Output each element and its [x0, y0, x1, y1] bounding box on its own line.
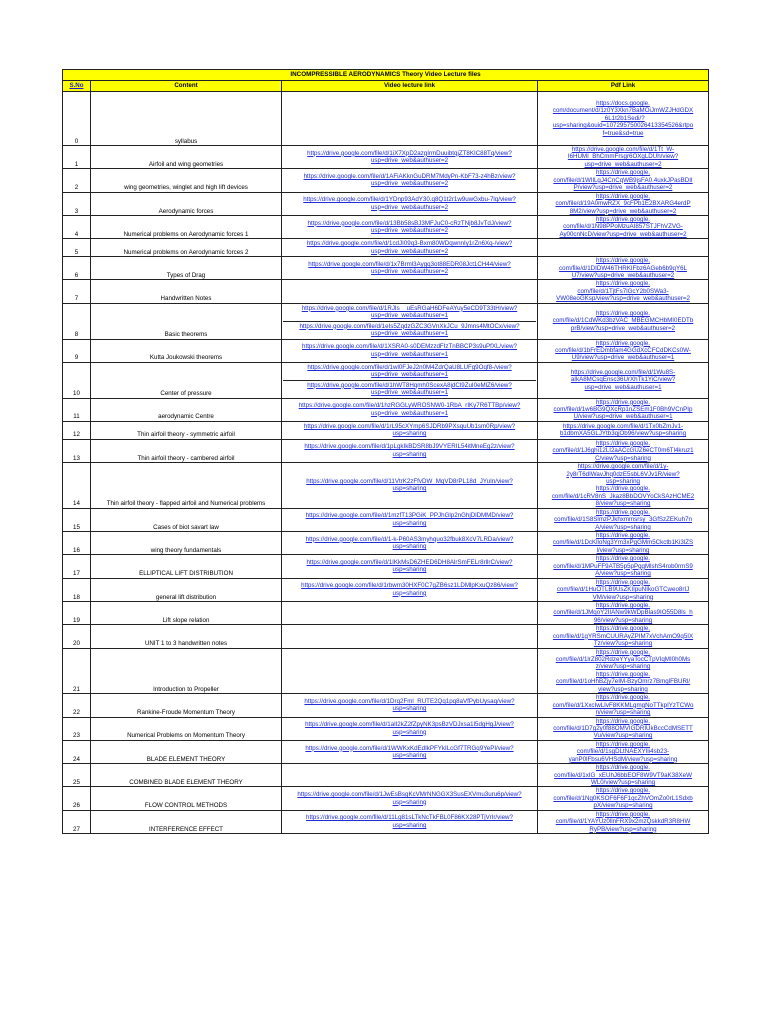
row-number: 12: [63, 421, 91, 439]
video-link[interactable]: https://drive.google.com/file/d/1YDnp93AdY30.q8Q1t2r1w9uwGxbu-7lq/view? usp=drive_web&authuser=2: [303, 196, 516, 211]
row-content: Aerodynamic forces: [91, 192, 282, 215]
row-content: wing theory fundamentals: [91, 532, 282, 555]
video-link-cell: [282, 601, 538, 624]
row-content: Handwritten Notes: [91, 280, 282, 303]
pdf-link-cell: [538, 215, 709, 238]
row-number: 10: [63, 362, 91, 398]
table-row: [63, 257, 709, 280]
row-content: Center of pressure: [91, 362, 282, 398]
header-pdf: Pdf Link: [538, 81, 709, 92]
pdf-link-cell: [538, 717, 709, 740]
pdf-link-cell: [538, 648, 709, 694]
row-content: Introduction to Propeller: [91, 648, 282, 694]
pdf-link[interactable]: https://drive.google. com/file/d/19A0mwRZX_9cFPb1E2BXARG4erdP 8M2/view?usp=drive_web&authuser=2: [555, 192, 691, 215]
pdf-link[interactable]: https://drive.google. com/file/d/1S8SlmzPJkhxmmsrsy_3GfSzZEKuh7n A/view?usp=sharing: [554, 508, 692, 531]
video-link-cell: [282, 421, 538, 439]
video-link[interactable]: https://drive.google.com/file/d/1Drq2Fml_RUTE2Qq1pq8aVfPybUysaq/view? usp=sharing: [304, 697, 515, 713]
row-number: 9: [63, 339, 91, 362]
video-link-cell: [282, 578, 538, 601]
pdf-link[interactable]: https://drive.google.com/file/d/1Wu8S- aIkA8MCsqEnsc36UrXhTk1YiC/view? usp=drive_web&authuser=1: [570, 369, 676, 391]
row-number: 20: [63, 625, 91, 648]
video-link[interactable]: https://drive.google.com/file/d/1x7Brml3Aygq3ot88EDR08Jct1CH44/view? usp=drive_web&authuser=2: [308, 260, 511, 276]
video-link[interactable]: https://drive.google.com/file/d/1eIs5ZqdzGZC3GVnXkJCu_9Jmns4MtOCx/view? usp=drive_web&authuser=1: [299, 322, 520, 338]
table-row: [63, 810, 709, 833]
pdf-link[interactable]: https://drive.google. com/file/d/1gYRSmCUURAyZPIM7xVchAmO9q5IX Tz/view?usp=sharing: [552, 625, 694, 648]
video-link-cell: [282, 398, 538, 421]
row-content: Numerical problems on Aerodynamic forces 2: [91, 239, 282, 257]
video-link-cell: [282, 717, 538, 740]
video-link[interactable]: https://drive.google.com/file/d/11Lg81sLTkNcTkFBL0F86KX28PTjVrIr/view? usp=sharing: [306, 814, 513, 829]
table-row: [63, 601, 709, 624]
table-row: [63, 303, 709, 339]
pdf-link[interactable]: https://drive.google. com/file/d/1CdWKd3bzVAC_MBEGMCHbMI0EDTb prB/view?usp=drive_web&authuser=2: [552, 309, 694, 332]
pdf-link[interactable]: https://drive.google. com/file/d/1TjtFs7lGcY2b0SWa3- VW08eoGKsp/view?usp=drive_web&authuser=2: [556, 280, 690, 303]
video-link[interactable]: https://drive.google.com/file/d/1pLgkIkBDSR8bJ9VYERIL54itMneEg2z/view? usp=sharing: [304, 443, 515, 458]
row-number: 5: [63, 239, 91, 257]
row-content: Numerical Problems on Momentum Theory: [91, 717, 282, 740]
video-link-cell: [282, 555, 538, 578]
row-number: 26: [63, 787, 91, 810]
row-content: Thin airfoil theory - flapped airfoil and Numerical problems: [91, 463, 282, 509]
pdf-link-cell: [538, 239, 709, 257]
row-number: 15: [63, 508, 91, 531]
row-content: Numerical problems on Aerodynamic forces 1: [91, 215, 282, 238]
video-link-cell: [282, 625, 538, 648]
video-link-cell: [282, 146, 538, 169]
video-link[interactable]: https://drive.google.com/file/d/1iX7XpD2azgIrmDuuibtqjZT8KIC88Tq/view? usp=drive_web&authuser=2: [307, 149, 512, 165]
video-link[interactable]: https://drive.google.com/file/d/1WWKxKdEdIkPFYkILcGf7TRGq9YePI/view? usp=sharing: [305, 744, 514, 759]
video-link[interactable]: https://drive.google.com/file/d/1XSRA0-s0DEMzzdFIzTnBBCP3s9uPfXL/view? usp=drive_web&authuser=1: [302, 343, 517, 358]
pdf-link[interactable]: https://drive.google. com/file/d/1D7g2y0f88OMVIGDRIUkBccCdMSETT Vu/view?usp=sharing: [553, 717, 693, 740]
pdf-link-cell: [538, 398, 709, 421]
row-number: 4: [63, 215, 91, 238]
pdf-link-cell: [538, 439, 709, 462]
sheet-title: INCOMPRESSIBLE AERODYNAMICS Theory Video Lecture files: [63, 70, 709, 81]
row-number: 23: [63, 717, 91, 740]
pdf-link[interactable]: https://drive.google. com/file/d/1MPuFF9ATB5p5pPggMlshS4rob0rmS9 A/view?usp=sharing: [553, 555, 693, 578]
pdf-link-cell: [538, 146, 709, 169]
table-row: [63, 508, 709, 531]
video-link-cell: [282, 239, 538, 257]
pdf-link[interactable]: https://drive.google.com/file/d/1y- 2y8rT6dIWavJhq0dzE5sbL6VJv1R/view? usp=sharing https://drive.google. com/file/d/1cRV8nS_Jkaz8BbDOVYoCkSAzHCME2 8/view?usp=sharing: [551, 463, 695, 508]
table-row: [63, 280, 709, 303]
row-number: 0: [63, 92, 91, 146]
row-content: COMBINED BLADE ELEMENT THEORY: [91, 764, 282, 787]
row-content: Basic theorems: [91, 303, 282, 339]
pdf-link-cell: [538, 508, 709, 531]
video-link[interactable]: https://drive.google.com/file/d/1hzRGGLyWROSNW0-1RbA_rIKy7R6TTBp/view? usp=drive_web&authuser=1: [298, 402, 521, 417]
pdf-link-cell: [538, 601, 709, 624]
video-link-cell: [282, 169, 538, 192]
table-row: [63, 787, 709, 810]
pdf-link[interactable]: https://drive.google. com/file/d/1JMqoY2IIANw9kWDpBlas9IO55D8ls_h 96/view?usp=sharing: [553, 601, 693, 624]
header-sno: S.No: [63, 81, 91, 92]
row-content: Thin airfoil theory - symmetric airfoil: [91, 421, 282, 439]
row-content: Cases of biot savart law: [91, 508, 282, 531]
pdf-link-cell: [538, 257, 709, 280]
pdf-link-cell: [538, 303, 709, 339]
row-number: 24: [63, 740, 91, 763]
video-link-cell: [282, 694, 538, 717]
video-link-cell: [282, 92, 538, 146]
row-number: 1: [63, 146, 91, 169]
pdf-link[interactable]: https://drive.google.com/file/d/1Tx0bZmJv1- b1dbmXA5GLJYtb3qjOb96/view?usp=sharing: [559, 422, 687, 438]
row-number: 8: [63, 303, 91, 339]
row-content: general lift distribution: [91, 578, 282, 601]
pdf-link-cell: [538, 362, 709, 398]
row-number: 3: [63, 192, 91, 215]
pdf-link-cell: [538, 625, 709, 648]
row-content: Types of Drag: [91, 257, 282, 280]
video-link[interactable]: https://drive.google.com/file/d/1JwEsBsgKcVMrNNGGX3SusEXVmu3uru6p/view? usp=sharing: [297, 791, 522, 806]
table-row: [63, 192, 709, 215]
pdf-link[interactable]: https://drive.google. com/file/d/1DcKlloNg3Ym3xPgGMm5Ckctb1Ki3lZS l/view?usp=sharing: [552, 532, 694, 554]
video-link-cell: [282, 463, 538, 509]
row-number: 27: [63, 810, 91, 833]
pdf-link-cell: [538, 532, 709, 555]
pdf-link[interactable]: https://drive.google. com/file/d/1XxcIwLIvF8KKMLgmgNoTTkpIYzTCWo n/view?usp=sharing: [552, 694, 694, 717]
pdf-link[interactable]: https://drive.google. com/file/d/1DIDW46THRKIFbz6AGeb6b9qY6L U7/view?usp=drive_web&authuser=2: [559, 257, 687, 279]
row-content: UNIT 1 to 3 handwritten notes: [91, 625, 282, 648]
pdf-link-cell: [538, 555, 709, 578]
table-row: [63, 532, 709, 555]
pdf-link[interactable]: https://drive.google. com/file/d/1bFrEDmbfam4GGdXcCFCdDKCs0W- U9/view?usp=drive_web&authuser=1: [555, 339, 691, 362]
pdf-link-cell: [538, 787, 709, 810]
pdf-link-cell: [538, 280, 709, 303]
row-content: Lift slope relation: [91, 601, 282, 624]
table-row: [63, 239, 709, 257]
table-row: [63, 717, 709, 740]
row-content: Thin airfoil theory - cambered airfoil: [91, 439, 282, 462]
video-link[interactable]: https://drive.google.com/file/d/11VtrK2zFfvDW_MqVD8rPL18d_JYuIn/view? usp=sharing: [306, 477, 513, 493]
row-content: BLADE ELEMENT THEORY: [91, 740, 282, 763]
table-row: [63, 740, 709, 763]
row-number: 11: [63, 398, 91, 421]
table-row: [63, 694, 709, 717]
row-content: ELLIPTICAL LIFT DISTRIBUTION: [91, 555, 282, 578]
pdf-link-cell: [538, 764, 709, 787]
video-link-cell: [282, 215, 538, 238]
video-link-cell: [282, 339, 538, 362]
video-link-cell: [282, 810, 538, 833]
video-link[interactable]: https://drive.google.com/file/d/1rbwm30HXF0C7gZB6sz1LDMlpKxuQz86/view? usp=sharing: [301, 582, 518, 597]
row-number: 2: [63, 169, 91, 192]
video-link[interactable]: https://drive.google.com/file/d/1wl0FJeJ2n0M4ZdrQaU8LUFg9Oqf8-/view? usp=drive_web&authuser=1: [283, 363, 536, 381]
pdf-link[interactable]: https://drive.google.com/file/d/1Tt_W- I6HUMI_BhCmmFrsgr6OXgLDUh/view? usp=drive_web&authuser=2: [567, 146, 679, 168]
video-link-cell: [282, 764, 538, 787]
pdf-link-cell: [538, 578, 709, 601]
pdf-link[interactable]: https://drive.google. com/file/d/1Ng0KSOF6F6F1qcZhVOmZo0rL1Sdxb pX/view?usp=sharing: [553, 787, 693, 810]
table-body: [63, 92, 709, 834]
pdf-link[interactable]: https://drive.google. com/file/d/1lrZ802RdzeYYyaTocCTpVIqMI0h0Ms z/view?usp=sharing https://drive.google. com/file/d/1oHhBZjy7eIM-BzyOmrz7BmglFBURl/ view?usp=sharing: [555, 648, 691, 693]
video-link-cell: [282, 787, 538, 810]
row-number: 17: [63, 555, 91, 578]
pdf-link[interactable]: https://drive.google. com/file/d/1N98PPoMzuAI857STJFhVZVG- Ay00cnNcD/view?usp=drive_web&authuser=2: [559, 215, 687, 238]
video-link-cell: [282, 280, 538, 303]
row-number: 25: [63, 764, 91, 787]
video-link-cell: [282, 532, 538, 555]
table-row: [63, 339, 709, 362]
row-number: 7: [63, 280, 91, 303]
table-row: [63, 578, 709, 601]
pdf-link-cell: [538, 463, 709, 509]
pdf-link[interactable]: https://drive.google. com/file/d/1J6ghi12LI2aACcGUZ6eCT0m6Tl4kruz1 C/view?usp=sharing: [552, 439, 694, 462]
row-content: Airfoil and wing geometries: [91, 146, 282, 169]
pdf-link-cell: [538, 339, 709, 362]
table-row: [63, 463, 709, 509]
video-link-cell: [282, 508, 538, 531]
lecture-files-table: [62, 69, 709, 834]
pdf-link-cell: [538, 810, 709, 833]
table-row: [63, 625, 709, 648]
video-link-cell: [282, 192, 538, 215]
video-link[interactable]: https://drive.google.com/file/d/1-k-P60AS3myhquo32fbuk8XcV7LRDa/view? usp=sharing: [305, 535, 514, 551]
table-row: [63, 648, 709, 694]
row-number: 14: [63, 463, 91, 509]
video-link-cell: [282, 648, 538, 694]
row-content: wing geometries, winglet and high lift devices: [91, 169, 282, 192]
table-row: [63, 362, 709, 398]
row-number: 18: [63, 578, 91, 601]
video-link[interactable]: https://drive.google.com/file/d/1alI2kZ2fZpyNK3psBzVDJxsa1l5dgHgJ/view? usp=sharing: [305, 721, 514, 736]
video-link[interactable]: https://drive.google.com/file/d/1RJIs__uEsRGaH6DFeAYuy5eCD9T33tH/view? usp=drive_web&authuser=1: [283, 304, 536, 322]
video-link-cell: [282, 303, 538, 339]
pdf-link[interactable]: https://drive.google. com/file/d/1xIG_xEUhJ6bbEOF8W9VT9aK38XeW WL0/view?usp=sharing: [554, 764, 692, 786]
table-row: [63, 398, 709, 421]
row-content: FLOW CONTROL METHODS: [91, 787, 282, 810]
table-row: [63, 439, 709, 462]
table-row: [63, 169, 709, 192]
video-link[interactable]: https://drive.google.com/file/d/1cdJI09q3-Bxm80WDqwnnIy1rZn6Xq-/view? usp=drive_web&authuser=2: [306, 240, 513, 255]
row-number: 21: [63, 648, 91, 694]
video-link[interactable]: https://drive.google.com/file/d/1IKkMsD6ZHED6DH8AlrSmFELr8rllrC/view? usp=sharing: [306, 559, 513, 574]
row-content: aerodynamic Centre: [91, 398, 282, 421]
video-link[interactable]: https://drive.google.com/file/d/1rL95cXYmp6SJDRb9PXsquUb1sm0Rp/view? usp=sharing: [303, 422, 516, 438]
pdf-link[interactable]: https://docs.google. com/document/d/1z0Y3Xkn7BaMOiJmWZJHdGDX _6L1t2b1Sedi/? usp=sharing&ouid=107295750026413354526&rtpo f=true&sd=true: [552, 99, 694, 137]
row-content: INTERFERENCE EFFECT: [91, 810, 282, 833]
table-row: [63, 555, 709, 578]
video-link-cell: [282, 439, 538, 462]
row-content: syllabus: [91, 92, 282, 146]
table-row: [63, 92, 709, 146]
row-number: 22: [63, 694, 91, 717]
pdf-link-cell: [538, 92, 709, 146]
pdf-link[interactable]: https://drive.google. com/file/d/1HuOTLB9UsZKIIpuNIkoGTCweo8rIJ VM/view?usp=sharing: [556, 578, 690, 601]
pdf-link[interactable]: https://drive.google. com/file/d/1YAYUz0llnFRX9x2mzQskkdR3R8HW RyPB/view?usp=sharing: [555, 810, 691, 833]
row-number: 19: [63, 601, 91, 624]
pdf-link[interactable]: https://drive.google. com/file/d/1sgDLtNAEXYlIi4sb23- yanP0lFbsu6VHSdM/view?usp=sharing: [568, 740, 678, 763]
pdf-link[interactable]: https://drive.google. com/file/d/1WIlLgJ4CnCqWB9jsFA0.4uxkJPasBDII P/view?usp=drive_web&authuser=2: [553, 169, 693, 192]
video-link-cell: [282, 257, 538, 280]
video-link-cell: [282, 362, 538, 398]
row-number: 6: [63, 257, 91, 280]
row-number: 13: [63, 439, 91, 462]
row-content: Rankine-Froude Momentum Theory: [91, 694, 282, 717]
pdf-link-cell: [538, 169, 709, 192]
pdf-link[interactable]: https://drive.google. com/file/d/1w6BG9QXcRp1nZSEm1F0Bh9VCnPIp U/view?usp=drive_web&authuser=1: [553, 398, 693, 421]
table-row: [63, 764, 709, 787]
pdf-link-cell: [538, 192, 709, 215]
pdf-link-cell: [538, 694, 709, 717]
pdf-link-cell: [538, 740, 709, 763]
row-content: Kutta Joukowski theorems: [91, 339, 282, 362]
table-row: [63, 146, 709, 169]
header-content: Content: [91, 81, 282, 92]
video-link[interactable]: https://drive.google.com/file/d/1hWT8Hqmh0ScexA8jdCl9ZuI0eMlZ6/view? usp=drive_web&authuser=1: [307, 381, 512, 397]
video-link[interactable]: https://drive.google.com/file/d/1mzfT13PGiK_PPJhGlp2nGhjDlDMMD/view? usp=sharing: [305, 512, 514, 527]
table-row: [63, 421, 709, 439]
video-link[interactable]: https://drive.google.com/file/d/1AFiAKknGuDRM7MdyPn-KbF73-z4hBz/view? usp=drive_web&authuser=2: [303, 173, 516, 188]
header-video: Video lecture link: [282, 81, 538, 92]
pdf-link-cell: [538, 421, 709, 439]
row-number: 16: [63, 532, 91, 555]
video-link-cell: [282, 740, 538, 763]
table-row: [63, 215, 709, 238]
video-link[interactable]: https://drive.google.com/file/d/13Bb58sBJ3MFJuC0-cRzTNjb8JvTdJ/view? usp=drive_web&authuser=2: [307, 219, 512, 235]
